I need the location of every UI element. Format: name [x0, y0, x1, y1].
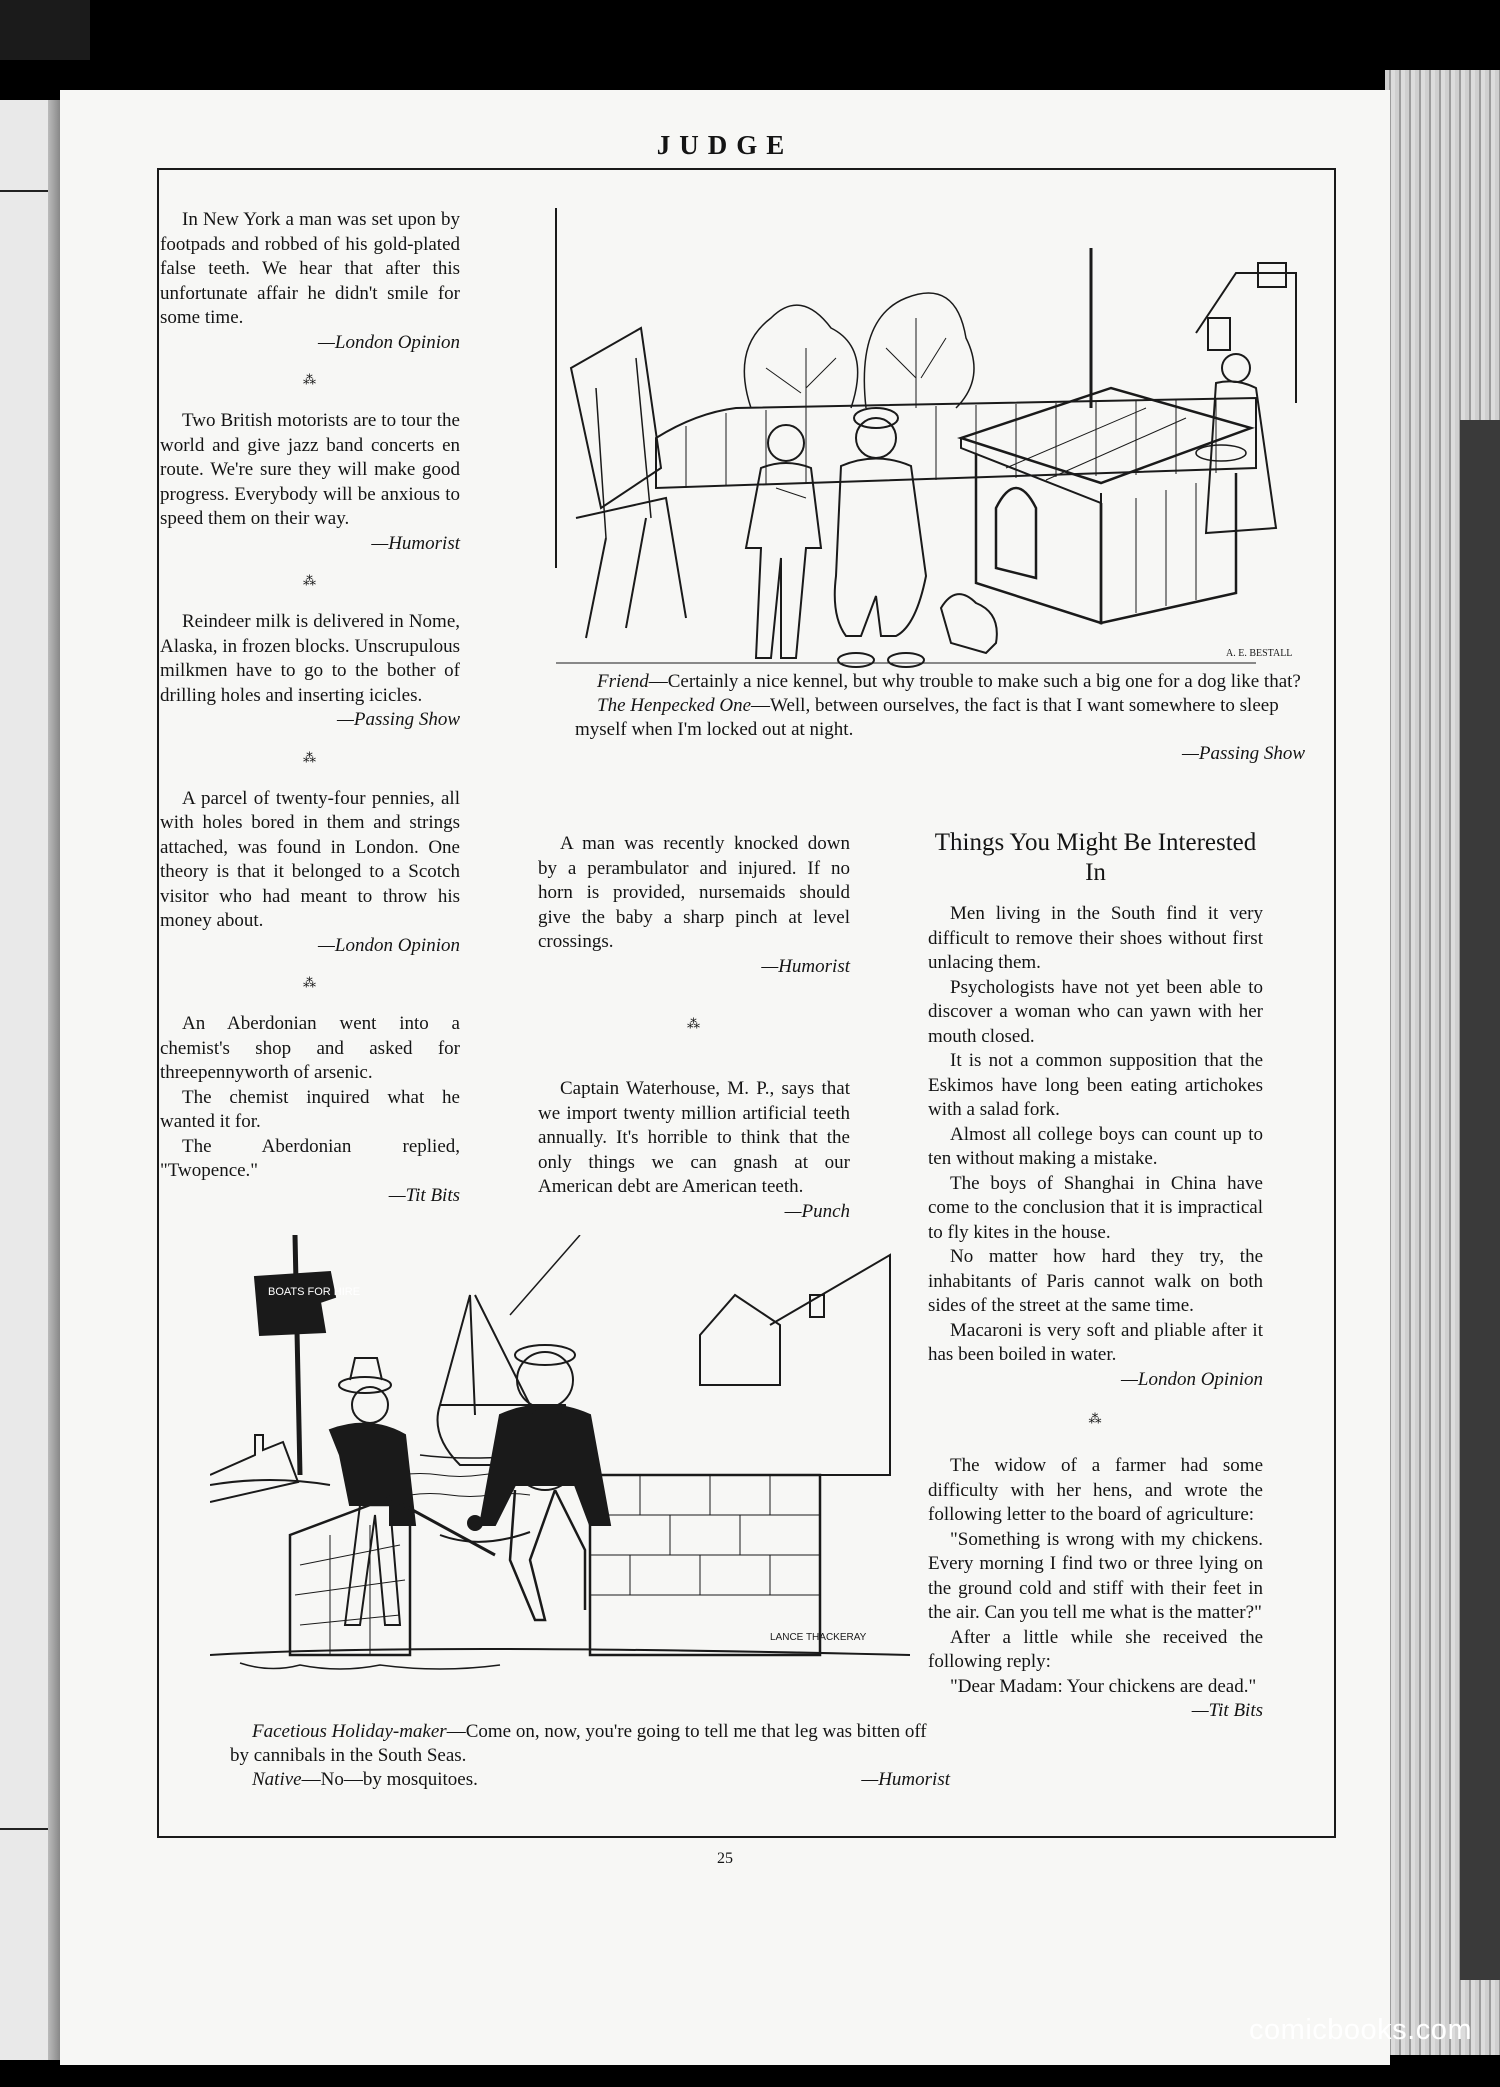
joke-false-teeth: In New York a man was set upon by footpads and robbed of his gold-plated false teeth. We hear that after this unfortunate affair he didn't smile for some time. [160, 209, 460, 328]
kennel-cartoon [536, 208, 1336, 678]
separator: ⁂ [1088, 1411, 1103, 1426]
separator: ⁂ [687, 1016, 701, 1031]
fact-item: Macaroni is very soft and pliable after it has been boiled in water. [928, 1319, 1263, 1365]
caption-dialogue: —Well, between ourselves, the fact is that I want somewhere to sleep myself when I'm locked out at night. [575, 695, 1279, 740]
column-left [160, 208, 460, 1208]
magazine-page [60, 90, 1390, 2065]
scan-shadow [0, 0, 90, 60]
harbour-cartoon [210, 1235, 970, 1675]
caption-line [575, 670, 1305, 694]
joke-aberdonian-3: The Aberdonian replied, "Twopence." [160, 1135, 460, 1181]
article-title: Things You Might Be Interested In [934, 829, 1257, 886]
joke-source: —Passing Show [337, 709, 460, 730]
joke-widow-4: "Dear Madam: Your chickens are dead." [950, 1675, 1257, 1697]
joke-source: —Tit Bits [1191, 1700, 1263, 1721]
separator: ⁂ [303, 975, 317, 990]
book-gutter [48, 100, 60, 2060]
joke-source: —London Opinion [318, 331, 460, 353]
separator: ⁂ [303, 573, 317, 588]
page-number: 25 [717, 1850, 733, 1867]
joke-source: —London Opinion [318, 934, 460, 956]
fact-item: Men living in the South find it very difficult to remove their shoes without first unlacing them. [928, 903, 1263, 973]
speaker-name: The Henpecked One [597, 695, 752, 716]
joke-motorists: Two British motorists are to tour the world and give jazz band concerts en route. We're sure they will make good progress. Everybody will be anxious to speed them on their way. [160, 410, 460, 529]
joke-pennies: A parcel of twenty-four pennies, all with holes bored in them and strings attached, was found in London. One theory is that it belonged to a Scotch visitor who had meant to throw his money about. [160, 787, 460, 931]
column-middle [538, 832, 850, 1224]
joke-widow-1: The widow of a farmer had some difficulty with her hens, and wrote the following letter to the board of agriculture: [928, 1455, 1263, 1525]
column-right [928, 828, 1263, 1724]
joke-aberdonian-1: An Aberdonian went into a chemist's shop and asked for threepennyworth of arsenic. [160, 1013, 460, 1083]
kennel-caption [575, 670, 1305, 766]
artist-signature: LANCE THACKERAY [770, 1632, 867, 1643]
separator: ⁂ [303, 372, 317, 387]
fact-item: Psychologists have not yet been able to discover a woman who can yawn with her mouth closed. [928, 976, 1263, 1047]
joke-source: —Humorist [761, 955, 850, 977]
joke-source: —Tit Bits [388, 1184, 460, 1206]
joke-perambulator: A man was recently knocked down by a perambulator and injured. If no horn is provided, nursemaids should give the baby a sharp pinch at level crossings. [538, 833, 850, 952]
caption-dialogue: —Come on, now, you're going to tell me that leg was bitten off by cannibals in the South Seas. [230, 1721, 927, 1766]
speaker-name: Facetious Holiday-maker [252, 1721, 447, 1742]
page-stack-shadow [1460, 420, 1500, 1980]
joke-artificial-teeth: Captain Waterhouse, M. P., says that we import twenty million artificial teeth annually. It's horrible to think that the only things we can gnash at our American debt are American teeth. [538, 1078, 850, 1197]
caption-source: —Humorist [861, 1769, 950, 1790]
joke-aberdonian-2: The chemist inquired what he wanted it for. [160, 1086, 460, 1132]
caption-dialogue: —Certainly a nice kennel, but why trouble to make such a big one for a dog like that? [648, 671, 1301, 692]
joke-source: —London Opinion [1121, 1368, 1263, 1390]
fact-item: The boys of Shanghai in China have come to the conclusion that it is impractical to fly kites in the house. [928, 1172, 1263, 1243]
joke-source: —Humorist [371, 532, 460, 554]
boats-for-hire-sign: BOATS FOR HIRE [268, 1286, 361, 1298]
fact-item: No matter how hard they try, the inhabitants of Paris cannot walk on both sides of the street at the same time. [928, 1246, 1263, 1316]
joke-widow-3: After a little while she received the following reply: [928, 1626, 1263, 1672]
running-head: JUDGE [656, 130, 794, 160]
separator: ⁂ [303, 749, 317, 765]
caption-line [230, 1720, 950, 1768]
joke-reindeer-milk: Reindeer milk is delivered in Nome, Alaska, in frozen blocks. Unscrupulous milkmen have to go to the bother of drilling holes and inserting icicles. [160, 611, 460, 706]
speaker-name: Native [252, 1769, 302, 1790]
harbour-caption [230, 1720, 950, 1792]
caption-line [575, 694, 1305, 742]
caption-source: —Passing Show [1182, 743, 1305, 764]
caption-line [230, 1768, 950, 1792]
fact-item: Almost all college boys can count up to ten without making a mistake. [928, 1123, 1263, 1169]
joke-widow-2: "Something is wrong with my chickens. Every morning I find two or three lying on the ground cold and stiff with their feet in the air. Can you tell me what is the matter?" [928, 1528, 1263, 1623]
speaker-name: Friend [597, 671, 649, 692]
watermark-logo: comicbooks.com [1249, 2014, 1472, 2046]
fact-item: It is not a common supposition that the Eskimos have long been eating artichokes with a salad fork. [928, 1050, 1263, 1120]
joke-source: —Punch [784, 1200, 850, 1222]
artist-signature: A. E. BESTALL [1226, 648, 1293, 659]
caption-dialogue: —No—by mosquitoes. [301, 1769, 478, 1790]
